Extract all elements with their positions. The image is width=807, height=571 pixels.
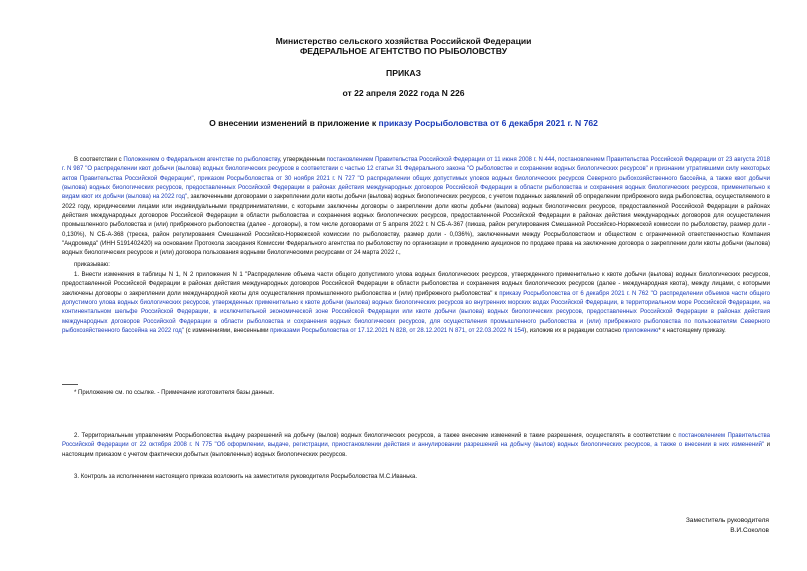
item-2-paragraph: [62, 432, 770, 460]
order-word: приказываю:: [74, 262, 110, 268]
preamble-text: , утвержденным: [279, 157, 327, 163]
item-1-paragraph: [62, 271, 770, 336]
link-regulation[interactable]: Положением о Федеральном агентстве по рыболовству: [123, 157, 280, 163]
subject-link[interactable]: приказу Росрыболовства от 6 декабря 2021 г. N 762: [378, 118, 598, 128]
link-decree-444[interactable]: постановлением Правительства Российской Федерации от 11 июня 2008 г. N 444: [326, 157, 555, 163]
link-amending-orders[interactable]: приказами Росрыболовства от 17.12.2021 N 828, от 28.12.2021 N 871, от 22.03.2022 N 154: [270, 328, 525, 335]
link-order-762[interactable]: приказу Росрыболовства от 6 декабря 2021 г. N 762 "О распределении объемов части общего допустимого улова водных биологических ресурсов, утвержденных применительно к квоте добычи (вылова) водных биологических ресурсов во внутренних морских водах Российской Федерации, в территориальном море Российской Федерации, на континентальном шельфе Российской Федерации, в исключительной экономической зоне Российской Федерации или квоте добычи (вылова) водных биологических ресурсов, предоставленных Российской Федерации в районах действия международных договоров Российской Федерации в области рыболовства и сохранения водных биологических ресурсов, для осуществления промышленного рыболовства и (или) прибрежного рыболовства по пользователям Северного рыбохозяйственного бассейна на 2022 год": [62, 290, 770, 335]
agency-name: ФЕДЕРАЛЬНОЕ АГЕНТСТВО ПО РЫБОЛОВСТВУ: [299, 46, 508, 56]
document-subject: [0, 118, 807, 129]
link-order-727[interactable]: приказом Росрыболовства от 30 ноября 2021 г. N 727 "О распределении общих допустимых уловов водных биологических ресурсов Северного рыбохозяйственного бассейна, а также квот добычи (вылова) водных биологических ресурсов, предоставленных Российской Федерации в районах действия международных договоров Российской Федерации в области рыболовства и сохранения водных биологических ресурсов, применительно к видам квот их добычи (вылова) на 2022 год": [62, 175, 770, 201]
signatory-name: В.И.Соколов: [730, 527, 769, 534]
preamble-text: , заключенными договорами о закреплении доли квоты добычи (вылова) водных биологических ресурсов, с учетом поданных заявлений об определении прибрежного вида рыболовства, осуществляемого в 2022 году, юридическими лицами или индивидуальными предпринимателями, с которыми заключены договоры о закреплении доли квоты добычи (вылова) водных биологических ресурсов, предоставленной Российской Федерации в районах действия международных договоров Российской Федерации в области рыболовства и сохранения водных биологических ресурсов, предоставленной Российской Федерации в районах действия международных договоров для осуществления промышленного рыболовства и (или) прибрежного рыболовства (далее - договоры), в том числе договорами от 5 апреля 2022 г. N СБ-А-367 (пикша, район регулирования Смешанной Российско-Норвежской комиссии по рыболовству, размер доли - 0,130%), N СБ-А-368 (треска, район регулирования Смешанной Российско-Норвежской комиссии по рыболовству, размер доли - 0,036%), заключенными между Росрыболовством и обществом с ограниченной ответственностью Компания "Андромеда" (ИНН 5191402420) на основании Протокола заседания Комиссии Федерального агентства по рыболовству по организации и проведению аукционов по продаже права на заключение договора о закреплении доли квоты добычи (вылова) водных биологических ресурсов и (или) договора пользования водными биологическими ресурсами от 24 марта 2022 г.,: [62, 194, 770, 257]
link-appendix[interactable]: приложению: [622, 328, 659, 335]
item-3-paragraph: 3. Контроль за исполнением настоящего приказа возложить на заместителя руководителя Росрыболовства М.С.Иванька.: [74, 474, 418, 480]
preamble-text: ,: [554, 157, 558, 163]
document-date: от 22 апреля 2022 года N 226: [342, 88, 465, 98]
link-decree-987[interactable]: постановлением Правительства Российской Федерации от 23 августа 2018 г. N 987 "О распределении квот добычи (вылова) водных биологических ресурсов в соответствии с частью 12 статьи 31 Федерального закона "О рыболовстве и сохранении водных биологических ресурсов" и признании утратившими силу некоторых актов Правительства Российской Федерации": [62, 157, 770, 182]
item-1-text: * к настоящему приказу.: [658, 328, 726, 335]
preamble-text: ,: [193, 175, 198, 182]
link-decree-775[interactable]: постановлением Правительства Российской Федерации от 22 октября 2008 г. N 775 "Об оформлении, выдаче, регистрации, приостановлении действия и аннулировании разрешений на добычу (вылов) водных биологических ресурсов, а также о внесении в них изменений": [62, 433, 770, 449]
footnote: * Приложение см. по ссылке. - Примечание изготовителя базы данных.: [74, 390, 275, 396]
item-2-text: 2. Территориальным управлениям Росрыболовства выдачу разрешений на добычу (вылов) водных биологических ресурсов, а также внесение изменений в такие разрешения, осуществлять в соответствии с: [74, 433, 679, 439]
document-type: ПРИКАЗ: [386, 68, 421, 78]
preamble-paragraph: [62, 156, 770, 259]
signatory-position: Заместитель руководителя: [685, 517, 769, 524]
item-2-text: и настоящим приказом с учетом фактически добытых (выловленных) водных биологических ресурсов.: [62, 442, 770, 458]
footnote-divider: [62, 384, 78, 385]
preamble-text: В соответствии с: [74, 157, 124, 163]
item-1-text: (с изменениями, внесенными: [183, 328, 271, 335]
subject-text: О внесении изменений в приложение к: [209, 118, 379, 128]
item-1-text: ), изложив их в редакции согласно: [524, 328, 623, 335]
ministry-name: Министерство сельского хозяйства Российской Федерации: [275, 36, 532, 46]
item-1-text: 1. Внести изменения в таблицы N 1, N 2 приложения N 1 "Распределение объема части общего допустимого улова водных биологических ресурсов, утвержденного применительно к квоте добычи (вылова) водных биологических ресурсов, предоставленной Российской Федерации в районах действия международных договоров Российской Федерации в области рыболовства и сохранения водных биологических ресурсов (далее - международная квота), между лицами, с которыми заключены договоры о закреплении доли международной квоты для осуществления промышленного рыболовства и (или) прибрежного рыболовства" к: [62, 272, 770, 297]
